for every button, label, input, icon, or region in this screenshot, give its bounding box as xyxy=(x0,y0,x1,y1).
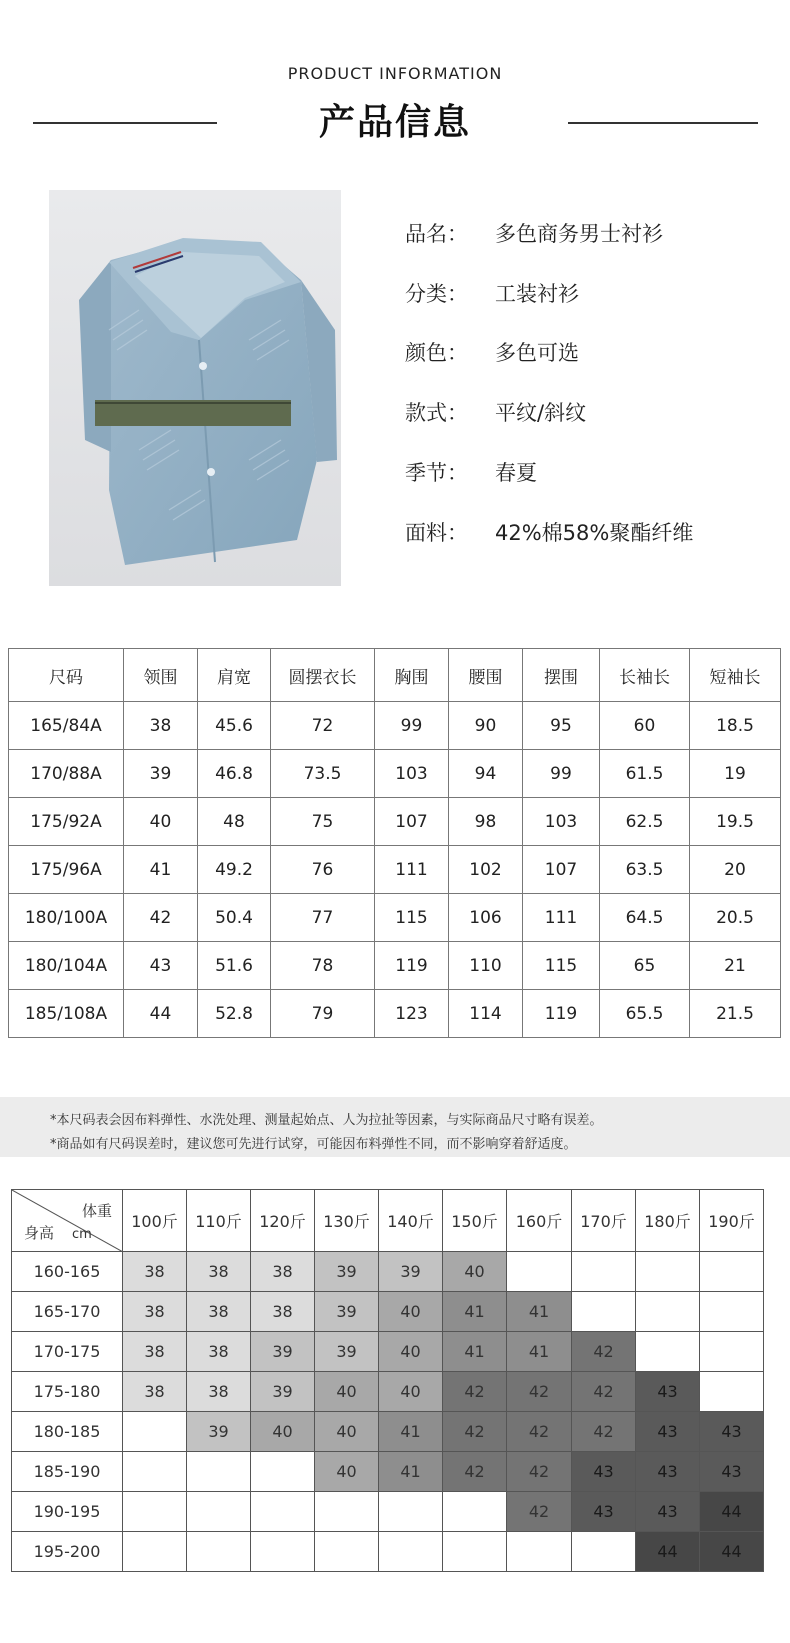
recommended-size-cell: 40 xyxy=(315,1452,379,1492)
size-value-cell: 99 xyxy=(523,750,600,798)
weight-header-cell: 170斤 xyxy=(572,1190,636,1252)
empty-cell xyxy=(700,1252,764,1292)
recommended-size-cell: 40 xyxy=(251,1412,315,1452)
size-recommendation-table xyxy=(11,1189,764,1572)
recommended-size-cell: 39 xyxy=(379,1252,443,1292)
empty-cell xyxy=(187,1532,251,1572)
size-value-cell: 115 xyxy=(523,942,600,990)
recommended-size-cell: 38 xyxy=(187,1292,251,1332)
size-value-cell: 49.2 xyxy=(198,846,271,894)
recommended-size-cell: 41 xyxy=(443,1292,507,1332)
size-value-cell: 43 xyxy=(124,942,198,990)
empty-cell xyxy=(187,1452,251,1492)
empty-cell xyxy=(636,1292,700,1332)
size-value-cell: 62.5 xyxy=(600,798,690,846)
size-value-cell: 75 xyxy=(271,798,375,846)
size-value-cell: 21 xyxy=(690,942,781,990)
recommended-size-cell: 43 xyxy=(572,1452,636,1492)
recommended-size-cell: 39 xyxy=(187,1412,251,1452)
size-value-cell: 123 xyxy=(375,990,449,1038)
empty-cell xyxy=(572,1532,636,1572)
recommended-size-cell: 41 xyxy=(507,1292,572,1332)
empty-cell xyxy=(123,1452,187,1492)
size-label-cell: 180/104A xyxy=(9,942,124,990)
size-value-cell: 50.4 xyxy=(198,894,271,942)
column-header: 圆摆衣长 xyxy=(271,649,375,702)
height-row xyxy=(12,1412,764,1452)
weight-header-cell: 100斤 xyxy=(123,1190,187,1252)
recommended-size-cell: 38 xyxy=(187,1252,251,1292)
size-value-cell: 119 xyxy=(375,942,449,990)
empty-cell xyxy=(123,1492,187,1532)
info-value: 平纹/斜纹 xyxy=(495,401,587,425)
recommended-size-cell: 38 xyxy=(251,1252,315,1292)
recommended-size-cell: 42 xyxy=(507,1372,572,1412)
empty-cell xyxy=(187,1492,251,1532)
info-label: 颜色： xyxy=(405,341,468,365)
recommended-size-cell: 38 xyxy=(187,1332,251,1372)
recommended-size-cell: 40 xyxy=(379,1372,443,1412)
column-header: 领围 xyxy=(124,649,198,702)
empty-cell xyxy=(507,1532,572,1572)
size-table-row xyxy=(9,750,781,798)
size-value-cell: 21.5 xyxy=(690,990,781,1038)
recommended-size-cell: 38 xyxy=(123,1332,187,1372)
size-label-cell: 185/108A xyxy=(9,990,124,1038)
size-table-row xyxy=(9,942,781,990)
size-value-cell: 18.5 xyxy=(690,702,781,750)
info-label: 季节： xyxy=(405,461,468,485)
size-table-row xyxy=(9,702,781,750)
size-value-cell: 65.5 xyxy=(600,990,690,1038)
size-value-cell: 107 xyxy=(375,798,449,846)
recommended-size-cell: 43 xyxy=(700,1412,764,1452)
size-value-cell: 44 xyxy=(124,990,198,1038)
height-row xyxy=(12,1332,764,1372)
size-value-cell: 111 xyxy=(375,846,449,894)
info-value: 春夏 xyxy=(495,461,537,485)
size-table xyxy=(8,648,781,1038)
empty-cell xyxy=(379,1492,443,1532)
size-label-cell: 170/88A xyxy=(9,750,124,798)
recommended-size-cell: 44 xyxy=(636,1532,700,1572)
size-value-cell: 78 xyxy=(271,942,375,990)
size-value-cell: 61.5 xyxy=(600,750,690,798)
column-header: 腰围 xyxy=(449,649,523,702)
height-row xyxy=(12,1372,764,1412)
product-photo xyxy=(49,190,341,586)
height-row xyxy=(12,1252,764,1292)
size-value-cell: 20.5 xyxy=(690,894,781,942)
recommended-size-cell: 42 xyxy=(572,1332,636,1372)
recommended-size-cell: 41 xyxy=(443,1332,507,1372)
size-table-row xyxy=(9,990,781,1038)
recommended-size-cell: 43 xyxy=(636,1492,700,1532)
size-value-cell: 110 xyxy=(449,942,523,990)
size-value-cell: 115 xyxy=(375,894,449,942)
size-value-cell: 79 xyxy=(271,990,375,1038)
height-label-cell: 180-185 xyxy=(12,1412,123,1452)
empty-cell xyxy=(572,1252,636,1292)
info-label: 分类： xyxy=(405,282,468,306)
recommended-size-cell: 38 xyxy=(251,1292,315,1332)
empty-cell xyxy=(443,1532,507,1572)
size-value-cell: 94 xyxy=(449,750,523,798)
recommended-size-cell: 40 xyxy=(379,1292,443,1332)
size-table-row xyxy=(9,894,781,942)
empty-cell xyxy=(636,1332,700,1372)
recommended-size-cell: 44 xyxy=(700,1532,764,1572)
corner-cell xyxy=(12,1190,123,1252)
size-value-cell: 52.8 xyxy=(198,990,271,1038)
recommended-size-cell: 41 xyxy=(379,1412,443,1452)
size-value-cell: 38 xyxy=(124,702,198,750)
size-value-cell: 76 xyxy=(271,846,375,894)
size-value-cell: 39 xyxy=(124,750,198,798)
size-value-cell: 42 xyxy=(124,894,198,942)
recommended-size-cell: 42 xyxy=(572,1372,636,1412)
size-value-cell: 63.5 xyxy=(600,846,690,894)
size-value-cell: 103 xyxy=(375,750,449,798)
info-value: 42%棉58%聚酯纤维 xyxy=(495,521,694,545)
recommended-size-cell: 39 xyxy=(315,1292,379,1332)
empty-cell xyxy=(123,1412,187,1452)
weight-header-cell: 130斤 xyxy=(315,1190,379,1252)
recommended-size-cell: 43 xyxy=(572,1492,636,1532)
weight-header-cell: 160斤 xyxy=(507,1190,572,1252)
empty-cell xyxy=(251,1452,315,1492)
size-value-cell: 73.5 xyxy=(271,750,375,798)
info-label: 品名： xyxy=(405,222,468,246)
weight-header-cell: 190斤 xyxy=(700,1190,764,1252)
weight-axis-label: 体重 xyxy=(81,1202,112,1220)
empty-cell xyxy=(507,1252,572,1292)
column-header: 长袖长 xyxy=(600,649,690,702)
size-value-cell: 99 xyxy=(375,702,449,750)
size-value-cell: 98 xyxy=(449,798,523,846)
recommended-size-cell: 40 xyxy=(315,1372,379,1412)
empty-cell xyxy=(379,1532,443,1572)
note-line: *商品如有尺码误差时，建议您可先进行试穿，可能因布料弹性不同，而不影响穿着舒适度。 xyxy=(50,1137,577,1152)
size-value-cell: 41 xyxy=(124,846,198,894)
recommended-size-cell: 38 xyxy=(123,1252,187,1292)
empty-cell xyxy=(251,1532,315,1572)
empty-cell xyxy=(700,1332,764,1372)
size-value-cell: 114 xyxy=(449,990,523,1038)
info-value: 多色商务男士衬衫 xyxy=(495,222,663,246)
recommended-size-cell: 42 xyxy=(443,1372,507,1412)
height-label-cell: 185-190 xyxy=(12,1452,123,1492)
column-header: 尺码 xyxy=(9,649,124,702)
height-row xyxy=(12,1292,764,1332)
size-value-cell: 19.5 xyxy=(690,798,781,846)
recommended-size-cell: 43 xyxy=(700,1452,764,1492)
size-value-cell: 19 xyxy=(690,750,781,798)
recommended-size-cell: 42 xyxy=(507,1412,572,1452)
recommended-size-cell: 40 xyxy=(379,1332,443,1372)
size-value-cell: 119 xyxy=(523,990,600,1038)
size-value-cell: 60 xyxy=(600,702,690,750)
weight-header-cell: 110斤 xyxy=(187,1190,251,1252)
empty-cell xyxy=(636,1252,700,1292)
height-label-cell: 165-170 xyxy=(12,1292,123,1332)
recommended-size-cell: 38 xyxy=(123,1372,187,1412)
empty-cell xyxy=(572,1292,636,1332)
column-header: 肩宽 xyxy=(198,649,271,702)
size-value-cell: 77 xyxy=(271,894,375,942)
recommended-size-cell: 42 xyxy=(572,1412,636,1452)
empty-cell xyxy=(700,1372,764,1412)
size-value-cell: 90 xyxy=(449,702,523,750)
recommended-size-cell: 40 xyxy=(315,1412,379,1452)
size-value-cell: 51.6 xyxy=(198,942,271,990)
size-table-header-row xyxy=(9,649,781,702)
recommended-size-cell: 42 xyxy=(507,1492,572,1532)
recommended-size-cell: 43 xyxy=(636,1372,700,1412)
recommended-size-cell: 43 xyxy=(636,1452,700,1492)
height-row xyxy=(12,1452,764,1492)
info-label: 款式： xyxy=(405,401,468,425)
recommended-size-cell: 39 xyxy=(315,1332,379,1372)
empty-cell xyxy=(443,1492,507,1532)
size-value-cell: 65 xyxy=(600,942,690,990)
size-value-cell: 40 xyxy=(124,798,198,846)
recommended-size-cell: 42 xyxy=(443,1412,507,1452)
size-notes xyxy=(0,1097,790,1157)
section-title: 产品信息 xyxy=(318,102,471,143)
recommended-size-cell: 42 xyxy=(507,1452,572,1492)
empty-cell xyxy=(123,1532,187,1572)
size-value-cell: 64.5 xyxy=(600,894,690,942)
recommended-size-cell: 38 xyxy=(187,1372,251,1412)
height-unit-label: cm xyxy=(72,1227,92,1242)
weight-header-cell: 180斤 xyxy=(636,1190,700,1252)
recommended-size-cell: 39 xyxy=(315,1252,379,1292)
size-value-cell: 72 xyxy=(271,702,375,750)
note-line: *本尺码表会因布料弹性、水洗处理、测量起始点、人为拉扯等因素，与实际商品尺寸略有误差。 xyxy=(50,1113,603,1128)
recommended-size-cell: 42 xyxy=(443,1452,507,1492)
size-value-cell: 102 xyxy=(449,846,523,894)
recommended-size-cell: 41 xyxy=(507,1332,572,1372)
info-label: 面料： xyxy=(405,521,468,545)
size-value-cell: 107 xyxy=(523,846,600,894)
section-subtitle-en: PRODUCT INFORMATION xyxy=(287,64,503,83)
size-value-cell: 106 xyxy=(449,894,523,942)
recommended-size-cell: 43 xyxy=(636,1412,700,1452)
size-table-row xyxy=(9,798,781,846)
height-row xyxy=(12,1532,764,1572)
size-label-cell: 165/84A xyxy=(9,702,124,750)
recommended-size-cell: 44 xyxy=(700,1492,764,1532)
recommended-size-cell: 41 xyxy=(379,1452,443,1492)
size-value-cell: 46.8 xyxy=(198,750,271,798)
size-label-cell: 180/100A xyxy=(9,894,124,942)
size-label-cell: 175/92A xyxy=(9,798,124,846)
column-header: 短袖长 xyxy=(690,649,781,702)
size-value-cell: 111 xyxy=(523,894,600,942)
size-value-cell: 45.6 xyxy=(198,702,271,750)
size-value-cell: 20 xyxy=(690,846,781,894)
height-label-cell: 190-195 xyxy=(12,1492,123,1532)
empty-cell xyxy=(251,1492,315,1532)
size-table-row xyxy=(9,846,781,894)
height-label-cell: 160-165 xyxy=(12,1252,123,1292)
height-axis-label: 身高 xyxy=(24,1224,55,1242)
right-divider xyxy=(568,122,758,124)
weight-header-cell: 120斤 xyxy=(251,1190,315,1252)
info-value: 工装衬衫 xyxy=(495,282,579,306)
height-label-cell: 170-175 xyxy=(12,1332,123,1372)
size-value-cell: 103 xyxy=(523,798,600,846)
height-row xyxy=(12,1492,764,1532)
weight-header-cell: 150斤 xyxy=(443,1190,507,1252)
column-header: 胸围 xyxy=(375,649,449,702)
empty-cell xyxy=(315,1532,379,1572)
size-label-cell: 175/96A xyxy=(9,846,124,894)
weight-header-cell: 140斤 xyxy=(379,1190,443,1252)
empty-cell xyxy=(315,1492,379,1532)
size-value-cell: 95 xyxy=(523,702,600,750)
weight-header-row xyxy=(12,1190,764,1252)
empty-cell xyxy=(700,1292,764,1332)
column-header: 摆围 xyxy=(523,649,600,702)
info-value: 多色可选 xyxy=(495,341,579,365)
height-label-cell: 175-180 xyxy=(12,1372,123,1412)
size-value-cell: 48 xyxy=(198,798,271,846)
recommended-size-cell: 40 xyxy=(443,1252,507,1292)
recommended-size-cell: 38 xyxy=(123,1292,187,1332)
height-label-cell: 195-200 xyxy=(12,1532,123,1572)
recommended-size-cell: 39 xyxy=(251,1372,315,1412)
recommended-size-cell: 39 xyxy=(251,1332,315,1372)
